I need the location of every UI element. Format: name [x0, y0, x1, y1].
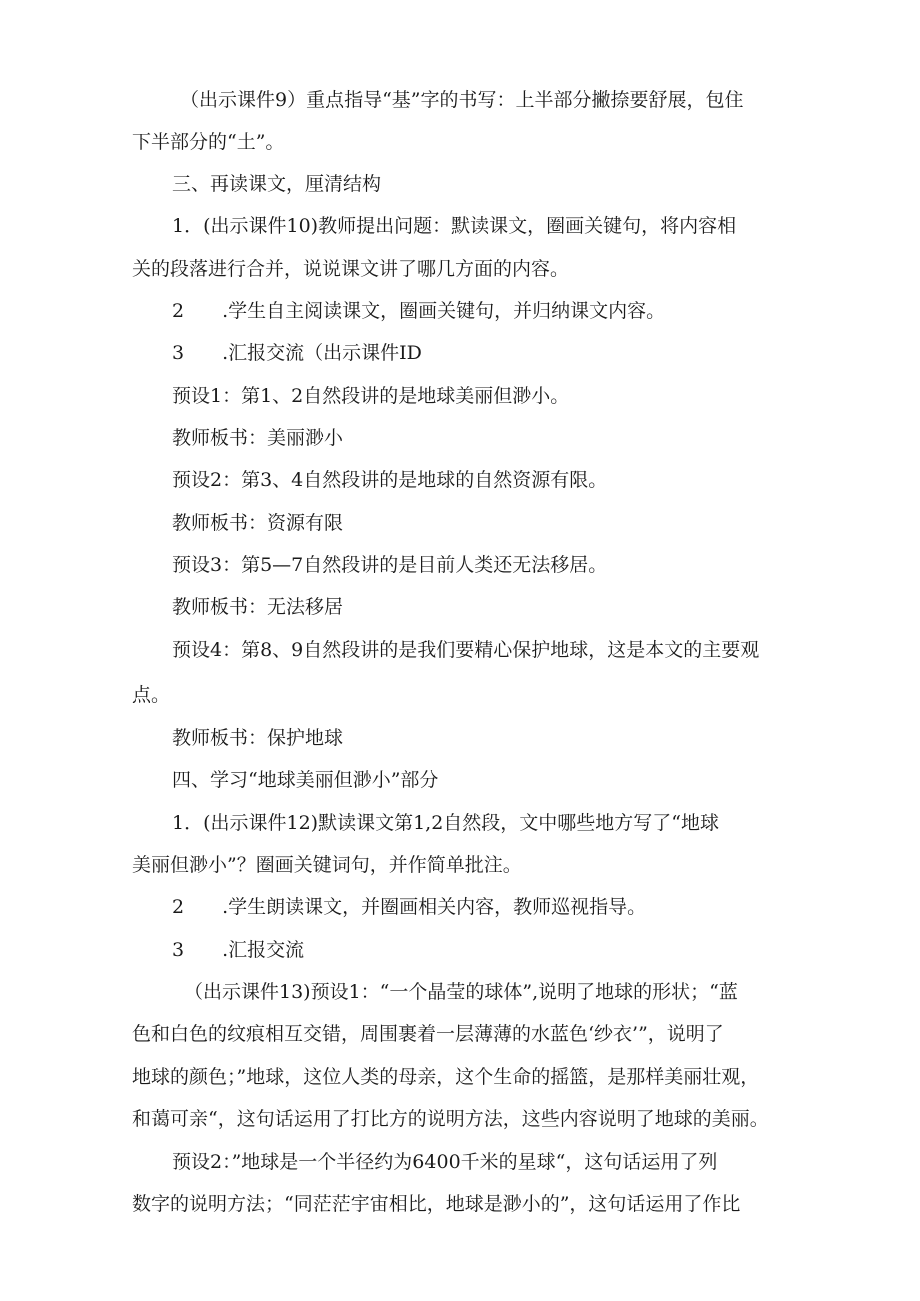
paragraph-line: 和蔼可亲“，这句话运用了打比方的说明方法，这些内容说明了地球的美丽。	[132, 1108, 769, 1130]
paragraph-line: 1．(出示课件12)默读课文第1,2自然段，文中哪些地方写了“地球	[172, 812, 720, 834]
paragraph-line: 2 .学生自主阅读课文，圈画关键句，并归纳课文内容。	[172, 300, 666, 322]
paragraph-line: 教师板书：资源有限	[172, 512, 344, 534]
section-heading: 三、再读课文，厘清结构	[172, 173, 382, 195]
paragraph-line: 预设3：第5—7自然段讲的是目前人类还无法移居。	[172, 554, 608, 576]
paragraph-line: 2 .学生朗读课文，并圈画相关内容，教师巡视指导。	[172, 896, 647, 918]
paragraph-line: 预设1：第1、2自然段讲的是地球美丽但渺小。	[172, 385, 570, 407]
paragraph-line: 预设2：”地球是一个半径约为6400千米的星球“，这句话运用了列	[172, 1151, 718, 1173]
paragraph-line: 教师板书：保护地球	[172, 727, 344, 749]
paragraph-line: 教师板书：无法移居	[172, 596, 344, 618]
paragraph-line: （出示课件9）重点指导“基”字的书写：上半部分撇捺要舒展，包住	[180, 89, 744, 111]
paragraph-line: 3 .汇报交流	[172, 939, 305, 961]
section-heading: 四、学习“地球美丽但渺小”部分	[172, 769, 439, 791]
paragraph-line: 点。	[132, 684, 171, 706]
paragraph-line: 地球的颜色；”地球，这位人类的母亲，这个生命的摇篮，是那样美丽壮观，	[132, 1066, 760, 1088]
paragraph-line: 美丽但渺小”？圈画关键词句，并作简单批注。	[132, 854, 522, 876]
paragraph-line: （出示课件13)预设1：“一个晶莹的球体”,说明了地球的形状；“蓝	[184, 981, 738, 1003]
paragraph-line: 预设4：第8、9自然段讲的是我们要精心保护地球，这是本文的主要观	[172, 639, 760, 661]
paragraph-line: 1．(出示课件10)教师提出问题：默读课文，圈画关键句，将内容相	[172, 215, 737, 237]
paragraph-line: 关的段落进行合并，说说课文讲了哪几方面的内容。	[132, 258, 570, 280]
paragraph-line: 色和白色的纹痕相互交错，周围裹着一层薄薄的水蓝色‘纱衣’”，说明了	[132, 1023, 724, 1045]
paragraph-line: 教师板书：美丽渺小	[172, 427, 344, 449]
paragraph-line: 预设2：第3、4自然段讲的是地球的自然资源有限。	[172, 469, 608, 491]
paragraph-line: 3 .汇报交流（出示课件ID	[172, 342, 422, 364]
paragraph-line: 数字的说明方法；“同茫茫宇宙相比，地球是渺小的”，这句话运用了作比	[132, 1193, 741, 1215]
paragraph-line: 下半部分的“土”。	[132, 131, 285, 153]
